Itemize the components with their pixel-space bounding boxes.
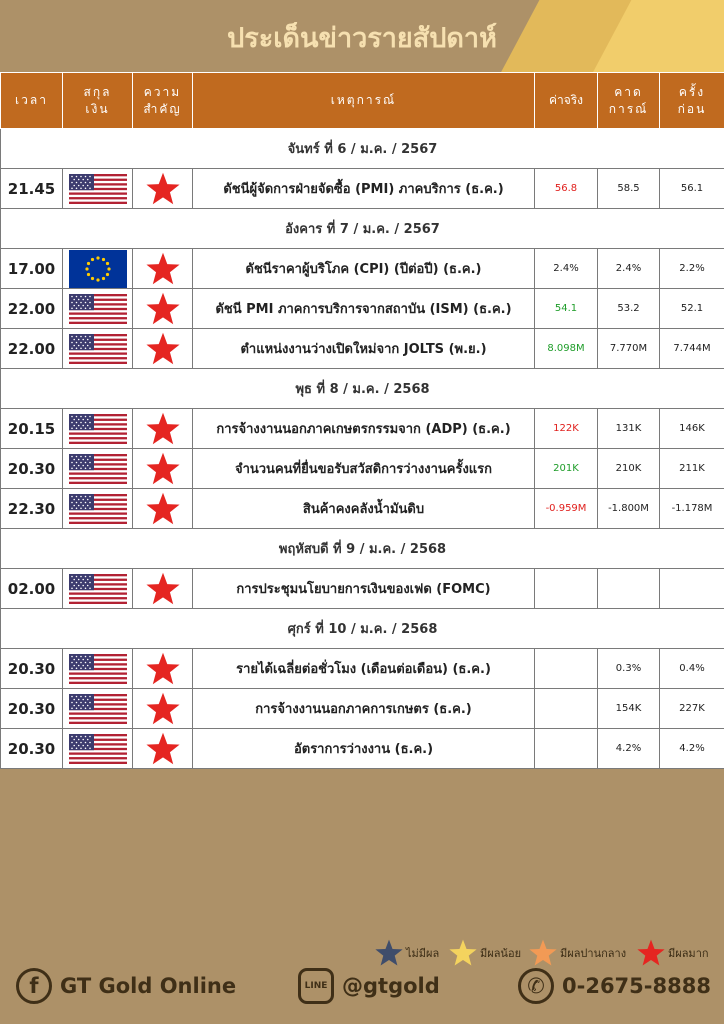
us-flag-icon: [69, 494, 127, 524]
event-time: 20.30: [1, 649, 63, 689]
star-icon: [145, 692, 181, 726]
table-header-row: [1, 73, 724, 129]
us-flag-icon: [69, 414, 127, 444]
legend-item-low: [448, 936, 521, 970]
table-row: [1, 169, 724, 209]
event-name: การจ้างงานนอกภาคเกษตรกรรมจาก (ADP) (ธ.ค.): [193, 409, 535, 449]
actual-value: 54.1: [535, 289, 598, 329]
date-row: พฤหัสบดี ที่ 9 / ม.ค. / 2568: [1, 529, 724, 569]
forecast-value: 58.5: [598, 169, 660, 209]
forecast-value: 210K: [598, 449, 660, 489]
forecast-value: [598, 569, 660, 609]
forecast-value: 131K: [598, 409, 660, 449]
column-header-event: เหตุการณ์: [193, 73, 535, 129]
line-icon: LINE: [298, 968, 334, 1004]
us-flag-icon: [69, 174, 127, 204]
previous-value: 0.4%: [660, 649, 724, 689]
phone-link[interactable]: [518, 962, 711, 1010]
previous-value: -1.178M: [660, 489, 724, 529]
us-flag-icon: [69, 694, 127, 724]
table-row: [1, 489, 724, 529]
event-time: 20.30: [1, 729, 63, 769]
actual-value: 122K: [535, 409, 598, 449]
event-time: 22.30: [1, 489, 63, 529]
currency-cell: [63, 729, 133, 769]
currency-cell: [63, 169, 133, 209]
table-row: [1, 649, 724, 689]
currency-cell: [63, 289, 133, 329]
currency-cell: [63, 409, 133, 449]
us-flag-icon: [69, 654, 127, 684]
date-row: ศุกร์ ที่ 10 / ม.ค. / 2568: [1, 609, 724, 649]
forecast-value: 4.2%: [598, 729, 660, 769]
date-row: พุธ ที่ 8 / ม.ค. / 2568: [1, 369, 724, 409]
forecast-value: 0.3%: [598, 649, 660, 689]
facebook-icon: f: [16, 968, 52, 1004]
importance-cell: [133, 729, 193, 769]
previous-value: 211K: [660, 449, 724, 489]
currency-cell: [63, 569, 133, 609]
event-time: 21.45: [1, 169, 63, 209]
importance-cell: [133, 689, 193, 729]
star-icon: [145, 172, 181, 206]
actual-value: 201K: [535, 449, 598, 489]
currency-cell: [63, 329, 133, 369]
us-flag-icon: [69, 734, 127, 764]
table-row: [1, 689, 724, 729]
star-icon: [145, 572, 181, 606]
star-icon: [145, 292, 181, 326]
star-icon: [145, 492, 181, 526]
star-icon: [145, 652, 181, 686]
us-flag-icon: [69, 294, 127, 324]
legend-label: มีผลน้อย: [480, 947, 522, 960]
event-time: 20.15: [1, 409, 63, 449]
event-name: ดัชนีผู้จัดการฝ่ายจัดซื้อ (PMI) ภาคบริการ (ธ.ค.): [193, 169, 535, 209]
importance-cell: [133, 649, 193, 689]
event-name: ดัชนี PMI ภาคการบริการจากสถาบัน (ISM) (ธ.ค.): [193, 289, 535, 329]
table-row: [1, 449, 724, 489]
column-header-previous: ครั้ง ก่อน: [660, 73, 724, 129]
date-row: จันทร์ ที่ 6 / ม.ค. / 2567: [1, 129, 724, 169]
column-header-currency: สกุล เงิน: [63, 73, 133, 129]
previous-value: 56.1: [660, 169, 724, 209]
actual-value: [535, 689, 598, 729]
us-flag-icon: [69, 334, 127, 364]
eu-flag-icon: [69, 250, 127, 288]
event-time: 22.00: [1, 329, 63, 369]
importance-cell: [133, 449, 193, 489]
importance-cell: [133, 569, 193, 609]
event-name: อัตราการว่างงาน (ธ.ค.): [193, 729, 535, 769]
legend-label: ไม่มีผล: [406, 947, 440, 960]
star-icon: [145, 452, 181, 486]
event-time: 02.00: [1, 569, 63, 609]
forecast-value: 53.2: [598, 289, 660, 329]
us-flag-icon: [69, 454, 127, 484]
currency-cell: [63, 689, 133, 729]
importance-cell: [133, 489, 193, 529]
importance-cell: [133, 169, 193, 209]
phone-icon: ✆: [518, 968, 554, 1004]
event-name: ตำแหน่งงานว่างเปิดใหม่จาก JOLTS (พ.ย.): [193, 329, 535, 369]
table-row: [1, 569, 724, 609]
previous-value: 146K: [660, 409, 724, 449]
previous-value: 4.2%: [660, 729, 724, 769]
previous-value: 52.1: [660, 289, 724, 329]
event-time: 17.00: [1, 249, 63, 289]
forecast-value: 154K: [598, 689, 660, 729]
table-row: [1, 409, 724, 449]
table-row: [1, 329, 724, 369]
event-time: 22.00: [1, 289, 63, 329]
event-name: รายได้เฉลี่ยต่อชั่วโมง (เดือนต่อเดือน) (ธ.ค.): [193, 649, 535, 689]
currency-cell: [63, 449, 133, 489]
page-title: ประเด็นข่าวรายสัปดาห์: [227, 23, 497, 54]
event-time: 20.30: [1, 689, 63, 729]
legend-label: มีผลปานกลาง: [560, 947, 627, 960]
forecast-value: -1.800M: [598, 489, 660, 529]
event-name: สินค้าคงคลังน้ำมันดิบ: [193, 489, 535, 529]
event-name: การจ้างงานนอกภาคการเกษตร (ธ.ค.): [193, 689, 535, 729]
event-name: จำนวนคนที่ยื่นขอรับสวัสดิการว่างงานครั้งแรก: [193, 449, 535, 489]
previous-value: 7.744M: [660, 329, 724, 369]
actual-value: 2.4%: [535, 249, 598, 289]
facebook-link[interactable]: [16, 962, 236, 1010]
previous-value: [660, 569, 724, 609]
us-flag-icon: [69, 574, 127, 604]
date-row: อังคาร ที่ 7 / ม.ค. / 2567: [1, 209, 724, 249]
importance-cell: [133, 329, 193, 369]
currency-cell: [63, 489, 133, 529]
currency-cell: [63, 249, 133, 289]
table-row: [1, 249, 724, 289]
star-icon: [448, 939, 478, 967]
actual-value: [535, 649, 598, 689]
actual-value: [535, 569, 598, 609]
previous-value: 227K: [660, 689, 724, 729]
line-link[interactable]: [298, 962, 440, 1010]
column-header-forecast: คาด การณ์: [598, 73, 660, 129]
actual-value: 56.8: [535, 169, 598, 209]
economic-calendar-table: [0, 72, 724, 769]
table-row: [1, 729, 724, 769]
star-icon: [145, 732, 181, 766]
line-label: @gtgold: [342, 974, 440, 998]
star-icon: [145, 412, 181, 446]
event-name: การประชุมนโยบายการเงินของเฟด (FOMC): [193, 569, 535, 609]
column-header-actual: ค่าจริง: [535, 73, 598, 129]
column-header-importance: ความ สำคัญ: [133, 73, 193, 129]
legend-label: มีผลมาก: [668, 947, 709, 960]
event-name: ดัชนีราคาผู้บริโภค (CPI) (ปีต่อปี) (ธ.ค.): [193, 249, 535, 289]
forecast-value: 7.770M: [598, 329, 660, 369]
phone-label: 0-2675-8888: [562, 974, 711, 998]
event-time: 20.30: [1, 449, 63, 489]
column-header-time: เวลา: [1, 73, 63, 129]
importance-cell: [133, 289, 193, 329]
currency-cell: [63, 649, 133, 689]
previous-value: 2.2%: [660, 249, 724, 289]
facebook-label: GT Gold Online: [60, 974, 237, 998]
actual-value: -0.959M: [535, 489, 598, 529]
star-icon: [145, 332, 181, 366]
importance-cell: [133, 409, 193, 449]
importance-cell: [133, 249, 193, 289]
actual-value: [535, 729, 598, 769]
table-row: [1, 289, 724, 329]
star-icon: [145, 252, 181, 286]
forecast-value: 2.4%: [598, 249, 660, 289]
actual-value: 8.098M: [535, 329, 598, 369]
header-banner: [0, 0, 724, 73]
